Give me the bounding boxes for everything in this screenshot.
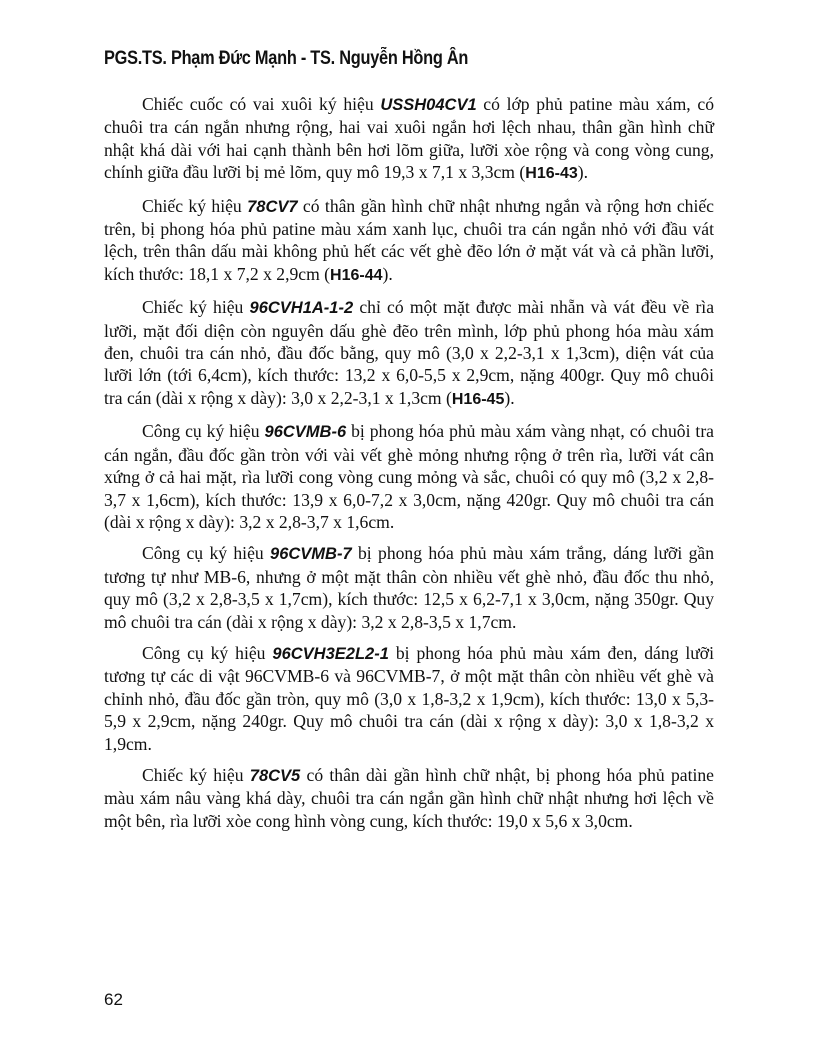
- artifact-code: 96CVMB-7: [270, 545, 352, 564]
- paragraph-text: Công cụ ký hiệu: [142, 642, 273, 663]
- body-text: [104, 93, 714, 841]
- paragraph-text: Chiếc ký hiệu: [142, 195, 248, 216]
- paragraph: [104, 642, 714, 755]
- paragraph-text: Chiếc cuốc có vai xuôi ký hiệu: [142, 94, 381, 114]
- artifact-code: 96CVMB-6: [264, 423, 347, 442]
- running-header: PGS.TS. Phạm Đức Mạnh - TS. Nguyễn Hồng Ân: [104, 48, 469, 69]
- figure-ref: H16-45: [451, 390, 505, 408]
- paragraph: [104, 420, 714, 533]
- paragraph-text: bị phong hóa phủ màu xám đen, dáng lưỡi tương tự các di vật 96CVMB-6 và 96CVMB-7, ở một mặt thân còn nhiều vết ghè và chỉnh nhỏ, đầu đốc gần tròn, quy mô (3,0 x 1,8-3,2 x 1,9cm), kích thước: 13,0 x 5,3-5,9 x 2,9cm, nặng 240gr. Quy mô chuôi tra cán (dài x rộng x dày): 3,0 x 1,8-3,2 x 1,9cm.: [104, 642, 715, 754]
- artifact-code: 78CV7: [247, 197, 298, 216]
- paragraph-text: ).: [577, 162, 589, 183]
- paragraph-text: có thân dài gần hình chữ nhật, bị phong hóa phủ patine màu xám nâu vàng khá dày, chuôi tra cán ngắn gần hình chữ nhật nhưng hơi lệch về một bên, rìa lưỡi xòe cong hình vòng cung, kích thước: 19,0 x 5,6 x 3,0cm.: [104, 764, 714, 831]
- artifact-code: USSH04CV1: [380, 96, 477, 114]
- paragraph-text: Chiếc ký hiệu: [142, 764, 250, 785]
- paragraph: [104, 195, 714, 288]
- artifact-code: 78CV5: [249, 766, 301, 785]
- paragraph-text: có lớp phủ patine màu xám, có chuôi tra cán ngắn nhưng rộng, hai vai xuôi ngắn hơi lệch nhau, thân gần hình chữ nhật khá dài với hai cạnh thành bên hơi lõm giữa, lưỡi xòe rộng và cong vòng cung, chính giữa đầu lưỡi bị mẻ lõm, quy mô 19,3 x 7,1 x 3,3cm (: [104, 94, 714, 183]
- paragraph-text: ).: [504, 387, 515, 408]
- artifact-code: 96CVH1A-1-2: [249, 299, 354, 318]
- page-number: 62: [104, 990, 123, 1009]
- paragraph: [104, 93, 714, 186]
- paragraph-text: Công cụ ký hiệu: [142, 543, 271, 564]
- paragraph-text: ).: [382, 263, 393, 284]
- paragraph-text: chỉ có một mặt được mài nhẵn và vát đều về rìa lưỡi, mặt đối diện còn nguyên dấu ghè đẽo trên mình, lớp phủ phong hóa màu xám đen, chuôi tra cán nhỏ, đầu đốc bằng, quy mô (3,0 x 2,2-3,1 x 1,3cm), diện vát của lưỡi lớn (tới 6,4cm), kích thước: 13,2 x 6,0-5,5 x 2,9cm, nặng 400gr. Quy mô chuôi tra cán (dài x rộng x dày): 3,0 x 2,2-3,1 x 1,3cm (: [104, 297, 715, 408]
- figure-ref: H16-44: [330, 266, 383, 284]
- paragraph: [104, 764, 714, 832]
- paragraph-text: Chiếc ký hiệu: [142, 297, 250, 318]
- figure-ref: H16-43: [525, 165, 578, 183]
- paragraph: [104, 542, 714, 633]
- paragraph-text: bị phong hóa phủ màu xám trắng, dáng lưỡi gần tương tự như MB-6, nhưng ở một mặt thân còn nhiều vết ghè nhỏ, đầu đốc thu nhỏ, quy mô (3,2 x 2,8-3,5 x 1,7cm), kích thước: 12,5 x 6,2-7,1 x 3,0cm, nặng 350gr. Quy mô chuôi tra cán (dài x rộng x dày): 3,2 x 2,8-3,5 x 1,7cm.: [104, 543, 714, 632]
- paragraph-text: Công cụ ký hiệu: [142, 421, 265, 442]
- paragraph-text: có thân gần hình chữ nhật nhưng ngắn và rộng hơn chiếc trên, bị phong hóa phủ patine màu xám xanh lục, chuôi tra cán ngắn nhỏ với đầu vát lệch, trên thân dấu mài không phủ hết các vết ghè đẽo lớn ở mặt vát và cả phần lưỡi, kích thước: 18,1 x 7,2 x 2,9cm (: [104, 195, 714, 284]
- paragraph-text: bị phong hóa phủ màu xám vàng nhạt, có chuôi tra cán ngắn, đầu đốc gần tròn với vài vết ghè mỏng nhưng rộng ở trên rìa, lưỡi vát cân xứng ở cả hai mặt, rìa lưỡi cong vòng cung mỏng và sắc, chuôi có quy mô (3,2 x 2,8-3,7 x 1,6cm), kích thước: 13,9 x 6,0-7,2 x 3,0cm, nặng 420gr. Quy mô chuôi tra cán (dài x rộng x dày): 3,2 x 2,8-3,7 x 1,6cm.: [104, 421, 714, 532]
- paragraph: [104, 296, 714, 411]
- artifact-code: 96CVH3E2L2-1: [272, 644, 389, 663]
